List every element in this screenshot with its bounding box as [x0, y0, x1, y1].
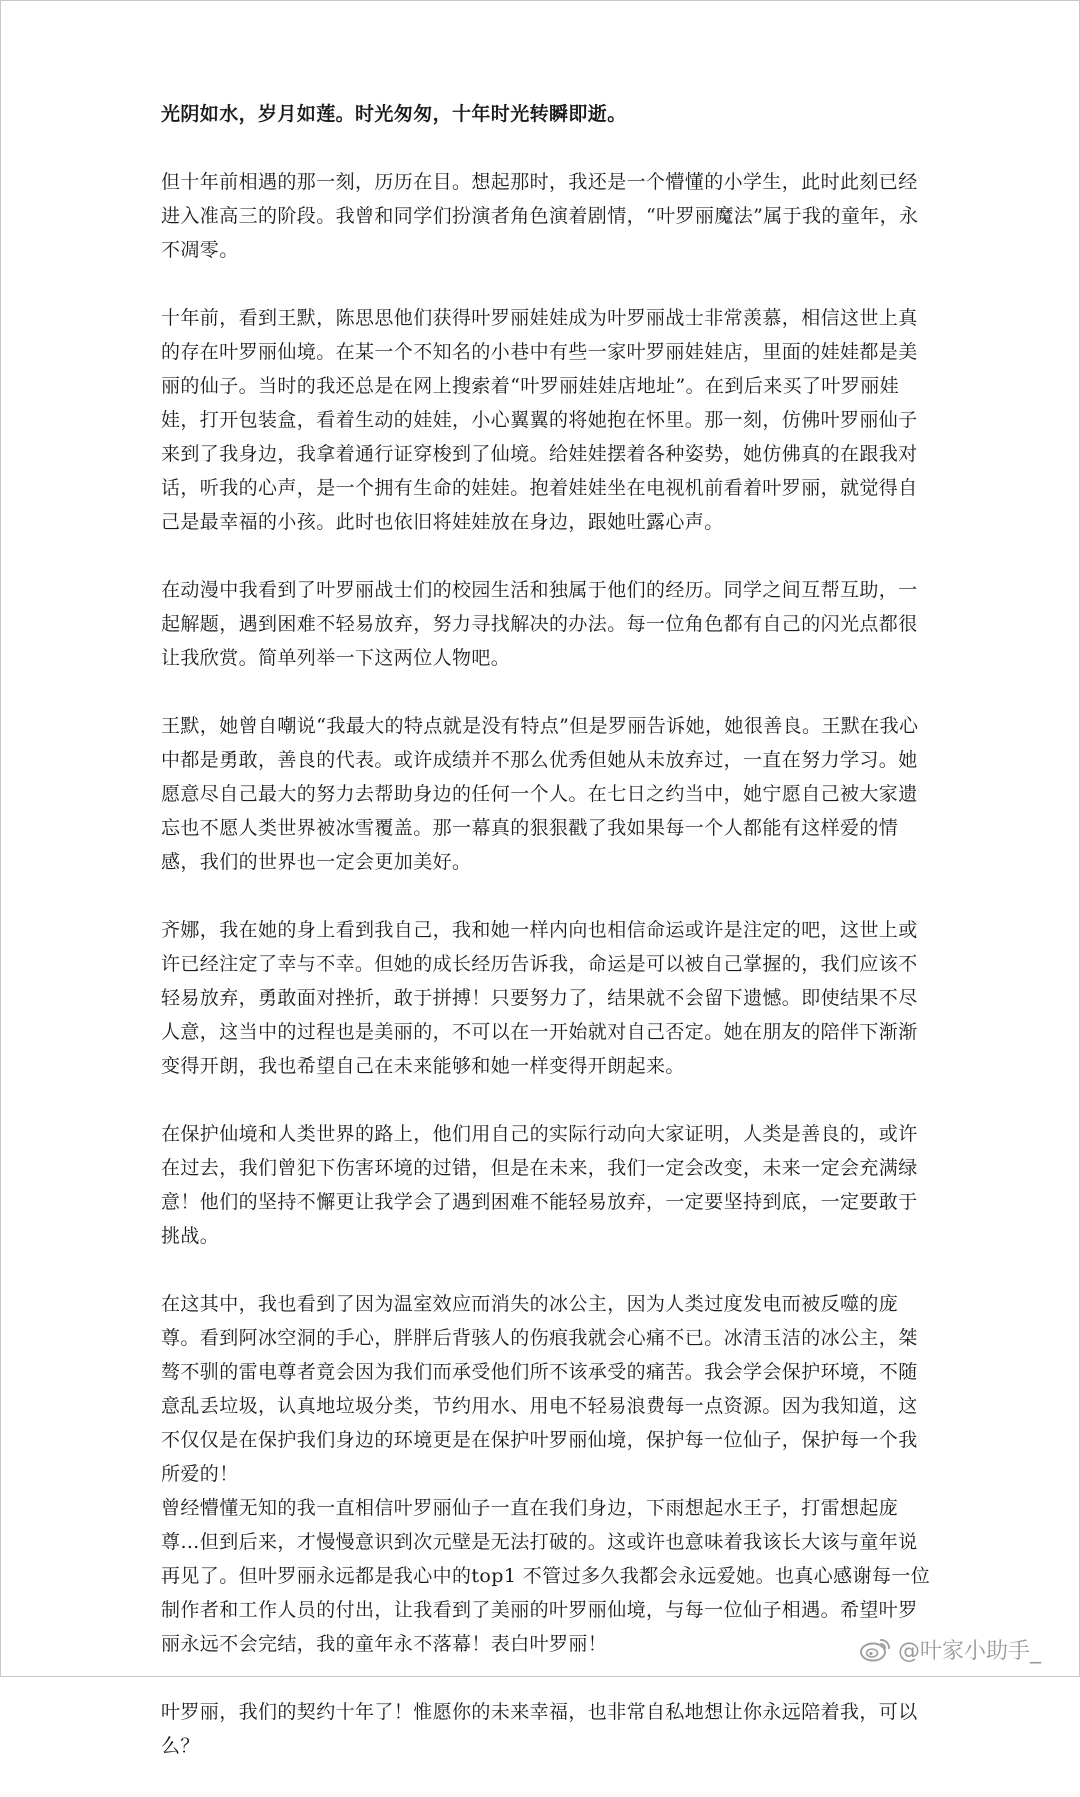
paragraph-3: 在动漫中我看到了叶罗丽战士们的校园生活和独属于他们的经历。同学之间互帮互助，一起解题，遇到困难不轻易放弃，努力寻找解决的办法。每一位角色都有自己的闪光点都很让我欣赏。简单列举一下这两位人物吧。 — [161, 579, 918, 669]
document-heading: 光阴如水，岁月如莲。时光匆匆，十年时光转瞬即逝。 — [161, 103, 627, 125]
paragraph-5: 齐娜，我在她的身上看到我自己，我和她一样内向也相信命运或许是注定的吧，这世上或许已经注定了幸与不幸。但她的成长经历告诉我，命运是可以被自己掌握的，我们应该不轻易放弃，勇敢面对挫折，敢于拼搏！只要努力了，结果就不会留下遗憾。即使结果不尽人意，这当中的过程也是美丽的，不可以在一开始就对自己否定。她在朋友的陪伴下渐渐变得开朗，我也希望自己在未来能够和她一样变得开朗起来。 — [161, 919, 918, 1077]
weibo-logo-icon — [860, 1636, 892, 1662]
weibo-watermark — [860, 1634, 1041, 1664]
paragraph-9: 叶罗丽，我们的契约十年了！惟愿你的未来幸福，也非常自私地想让你永远陪着我，可以么？ — [161, 1701, 918, 1757]
document-body — [161, 97, 931, 1797]
paragraph-2: 十年前，看到王默，陈思思他们获得叶罗丽娃娃成为叶罗丽战士非常羡慕，相信这世上真的存在叶罗丽仙境。在某一个不知名的小巷中有些一家叶罗丽娃娃店，里面的娃娃都是美丽的仙子。当时的我还总是在网上搜索着“叶罗丽娃娃店地址”。在到后来买了叶罗丽娃娃，打开包装盒，看着生动的娃娃，小心翼翼的将她抱在怀里。那一刻，仿佛叶罗丽仙子来到了我身边，我拿着通行证穿梭到了仙境。给娃娃摆着各种姿势，她仿佛真的在跟我对话，听我的心声，是一个拥有生命的娃娃。抱着娃娃坐在电视机前看着叶罗丽，就觉得自己是最幸福的小孩。此时也依旧将娃娃放在身边，跟她吐露心声。 — [161, 307, 918, 533]
paragraph-8: 曾经懵懂无知的我一直相信叶罗丽仙子一直在我们身边，下雨想起水王子，打雷想起庞尊…但到后来，才慢慢意识到次元壁是无法打破的。这或许也意味着我该长大该与童年说再见了。但叶罗丽永远都是我心中的top1 不管过多久我都会永远爱她。也真心感谢每一位制作者和工作人员的付出，让我看到了美丽的叶罗丽仙境，与每一位仙子相遇。希望叶罗丽永远不会完结，我的童年永不落幕！表白叶罗丽！ — [161, 1497, 931, 1655]
paragraph-1: 但十年前相遇的那一刻，历历在目。想起那时，我还是一个懵懂的小学生，此时此刻已经进入准高三的阶段。我曾和同学们扮演者角色演着剧情，“叶罗丽魔法”属于我的童年，永不凋零。 — [161, 171, 919, 261]
paragraph-7: 在这其中，我也看到了因为温室效应而消失的冰公主，因为人类过度发电而被反噬的庞尊。看到阿冰空洞的手心，胖胖后背骇人的伤痕我就会心痛不已。冰清玉洁的冰公主，桀骜不驯的雷电尊者竟会因为我们而承受他们所不该承受的痛苦。我会学会保护环境，不随意乱丢垃圾，认真地垃圾分类，节约用水、用电不轻易浪费每一点资源。因为我知道，这不仅仅是在保护我们身边的环境更是在保护叶罗丽仙境，保护每一位仙子，保护每一个我所爱的！ — [161, 1293, 918, 1485]
watermark-text: @叶家小助手_ — [897, 1638, 1041, 1664]
paragraph-4: 王默，她曾自嘲说“我最大的特点就是没有特点”但是罗丽告诉她，她很善良。王默在我心中都是勇敢，善良的代表。或许成绩并不那么优秀但她从未放弃过，一直在努力学习。她愿意尽自己最大的努力去帮助身边的任何一个人。在七日之约当中，她宁愿自己被大家遗忘也不愿人类世界被冰雪覆盖。那一幕真的狠狠戳了我如果每一个人都能有这样爱的情感，我们的世界也一定会更加美好。 — [161, 715, 919, 873]
paragraph-6: 在保护仙境和人类世界的路上，他们用自己的实际行动向大家证明，人类是善良的，或许在过去，我们曾犯下伤害环境的过错，但是在未来，我们一定会改变，未来一定会充满绿意！他们的坚持不懈更让我学会了遇到困难不能轻易放弃，一定要坚持到底，一定要敢于挑战。 — [161, 1123, 918, 1247]
